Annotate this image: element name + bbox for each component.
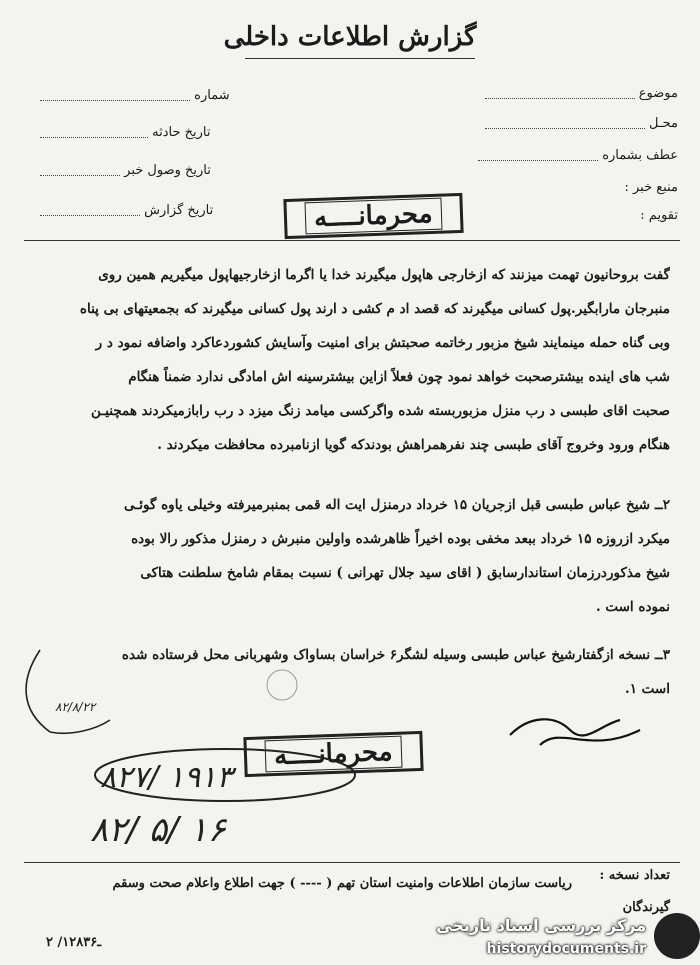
body-line: شیخ مذکوردرزمان استاندارسابق ( اقای سید جلال تهرانی ) نسبت بمقام شامخ سلطنت هتاکی [140,565,670,581]
field-number-label: شماره [194,88,230,103]
body-line: ۲ــ شیخ عباس طبسی قبل ازجریان ۱۵ خرداد درمنزل ایت اله قمی بمنبرمیرفته وخیلی یاوه گوئـی [124,497,670,513]
field-number [40,88,230,103]
report-body [30,258,670,462]
body-line: نموده است . [595,599,670,615]
field-source [624,180,678,195]
recipients-text: ریاست سازمان اطلاعات وامنیت استان تهم ( ---- ) جهت اطلاع واعلام صحت وسقم [112,876,572,891]
handwritten-scribble [10,640,120,740]
document-code: ۲ /۱۲۸ـ۳۶ [46,935,101,950]
watermark [410,895,700,965]
body-line: است ۱. [625,681,670,697]
field-source-label: منبع خبر : [624,180,678,195]
handwritten-date: ۸۲/ ۵/ ۱۶ [90,810,226,850]
body-line: منبرجان مارابگیر.پول کسانی میگیرند که قصد اد م کشی د ارند پول کسانی میگیرند که بجمعیتهای بی پناه [79,301,670,317]
body-line: وبی گناه حمله مینمایند شیخ مزبور رخاتمه صحبتش برای امنیت وآسایش کشوردعاکرد واضافه نمود د ر [95,335,670,351]
field-location-label: محـل [648,116,678,131]
field-subject-dots [485,88,635,99]
body-line: صحبت اقای طبسی د رب منزل مزبوربسته شده واگرکسی میامد زنگ میزد د رب رابازمیکردند همچنیـن [90,403,670,419]
field-report-date [40,203,213,218]
footer-divider [24,862,680,863]
recipients-label: گیرندگان [622,900,670,915]
handwritten-note: ۸۲/۸/۲۲ [55,700,96,714]
field-calendar [640,208,678,223]
field-received-date-label: تاریخ وصول خبر [124,163,211,178]
handwritten-registry-number: ۸۲۷/ ۱۹۱۳ [100,760,233,795]
watermark-url: historydocuments.ir [486,941,646,957]
confidential-stamp [283,193,463,239]
header-divider [24,240,680,241]
body-line: ۳ــ نسخه ازگفتارشیخ عباس طبسی وسیله لشگر۶ خراسان بساواک وشهربانی محل فرستاده شده [121,647,670,663]
field-number-dots [40,90,190,101]
watermark-name: مرکز بررسی اسناد تاریخی [436,916,646,935]
field-report-date-label: تاریخ گزارش [144,203,214,218]
field-incident-date-dots [40,127,148,138]
field-received-date [40,163,211,178]
faint-stamp-mark [260,665,305,705]
field-received-date-dots [40,165,120,176]
page-title: گزارش اطلاعات داخلی [223,22,477,52]
field-subject-label: موضوع [638,86,678,101]
registry-circle [90,745,360,805]
body-line: شب های اینده بیشترصحبت خواهد نمود چون فعلاً ازاین بیشترسینه اش امادگی ندارد ضمناً هنگام [128,369,670,385]
confidential-stamp-text: محرمانــــه [304,198,442,235]
field-calendar-label: تقویم : [640,208,678,223]
field-reference [478,148,678,163]
body-line: گفت بروحانیون تهمت میزنند که ازخارجی هاپول میگیرند خدا یا اگرما ازخارجیهاپول میگیریم همین روی [98,267,670,283]
field-reference-dots [478,150,598,161]
field-incident-date [40,125,211,140]
field-location [485,116,678,131]
field-reference-label: عطف بشماره [602,148,678,163]
field-location-dots [485,118,645,129]
report-item-2 [30,488,670,624]
title-underline [245,58,475,59]
signature [500,695,660,765]
archive-logo-icon [654,913,700,959]
field-report-date-dots [40,205,140,216]
copies-label: تعداد نسخه : [599,868,670,883]
body-line: میکرد ازروزه ۱۵ خرداد ببعد مخفی بوده اخیراً ظاهرشده واولین منبرش د رمنزل مذکور رالا بوده [131,531,670,547]
body-line: هنگام ورود وخروج آقای طبسی چند نفرهمراهش بودندکه گویا ازنامبرده محافظت میکردند . [157,437,670,453]
field-subject [485,86,678,101]
field-incident-date-label: تاریخ حادثه [152,125,211,140]
confidential-stamp-bottom-text: محرمانــــه [264,736,402,773]
